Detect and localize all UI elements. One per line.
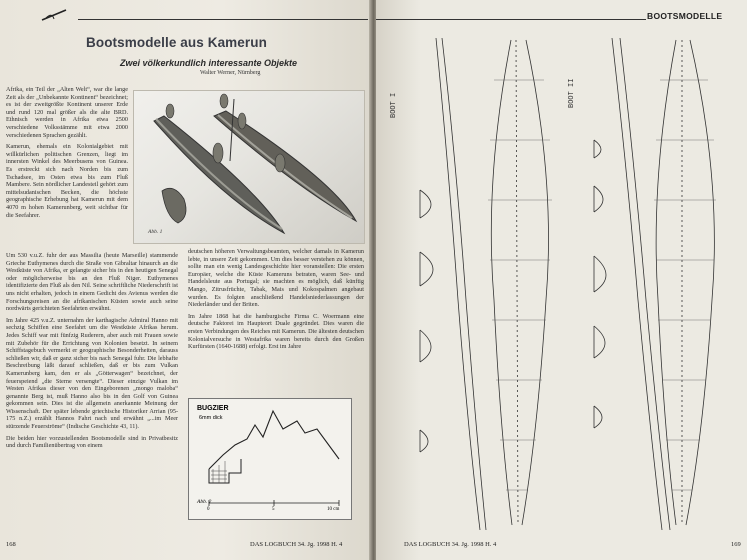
article-title: Bootsmodelle aus Kamerun xyxy=(86,35,267,50)
scale-label-0: 0 xyxy=(207,507,210,512)
page-number-right: 169 xyxy=(731,541,741,548)
boat-2-label: BOOT II xyxy=(568,78,576,108)
section-header: BOOTSMODELLE xyxy=(647,11,723,21)
article-subtitle: Zwei völkerkundlich interessante Objekte xyxy=(120,58,298,68)
canoe-figures-illustration xyxy=(134,91,364,243)
pencil-icon xyxy=(40,8,70,22)
boat-plans-drawing xyxy=(376,0,747,540)
boat-1-label: BOOT I xyxy=(390,92,398,118)
article-author: Walter Werner, Nürnberg xyxy=(200,70,261,76)
figure-title: BUGZIER xyxy=(197,405,229,412)
paragraph: Im Jahre 425 v.u.Z. unternahm der karthagische Admiral Hanno mit sechzig Schiffen eine Seefahrt um die Westküste Afrikas herum. Jedes Schiff war mit fünfzig Ruderern, aber auch mit Frauen sowie mit Zubehör für die Errichtung von Kolonien besetzt. In seinem Schiffstagebuch vermerkt er geographische Besonderheiten, darauss schließen wir, daß er ganz sicher bis nach Senegal fuhr. Die lebhafte Beschreibung läßt darauf schließen, daß er bis zum Vulkan Kamerunberg kam, den er als „Götterwagen“ bezeichnet, der feuerspeiend „die Sterne versengte“. Dieser einzige Vulkan im Westen Afrikas dieser von den Eingeborenen „mongo maloba“ genannte Berg ist, muß Hanno also bis in den Golf von Guinea gekommen sein. Dies ist die allgemein anerkannte Meinung der Wissenschaft. Der später lebende griechische Historiker Arrian (95-175 n.Z.) erzählt Hannos Fahrt nach und erwähnt „...im Meer stürzende Feuerströme“ (Indische Geschichte 43, 11). xyxy=(6,316,178,431)
figure-thickness: 6mm dick xyxy=(199,415,223,421)
column-2 xyxy=(188,248,364,355)
right-page xyxy=(376,0,747,560)
journal-footer-left: DAS LOGBUCH 34. Jg. 1998 H. 4 xyxy=(250,541,343,548)
paragraph: Um 530 v.u.Z. fuhr der aus Massilia (heute Marseille) stammende Grieche Euthymenes durch die Straße von Gibraltar hinaurch an die Westküste von Afrika, er gelangte sicher bis in den heutigen Senegal oder möglicherweise bis an den Fluß Niger. Euthymenes identifizierte den Fluß als den Nil. Seine schriftliche Niederschrift ist uns nicht erhalten, jedoch in einem Gedicht des Avienus werden die Forschungsreisen an die afrikanischen Küsten sowie auch seine nordwärts gerichteten Seefahrten erwähnt. xyxy=(6,252,178,313)
boat-models-photo xyxy=(133,90,365,244)
column-1-top xyxy=(6,86,128,223)
page-number-left: 168 xyxy=(6,541,16,548)
paragraph: deutschen höheren Verwaltungsbeamten, welcher damals in Kamerun lebte, in unsere Zeit gekommen. Um dies besser verstehen zu können, sollte man ein wenig Landesgeschichte hier voranstellen: Die ersten Europäer, welche die Küste Kameruns betraten, waren See- und Handelsleute aus Portugal; sie machten es möglich, daß künftig Mango, Zitrusfrüchte, Tabak, Mais und Kokospalmen angebaut wurden. Es folgten anschließend Handelsniederlassungen der Niederländer und der Briten. xyxy=(188,248,364,309)
paragraph: Im Jahre 1868 hat die hamburgische Firma C. Woermann eine deutsche Faktorei im Haupteort Duale gegründet. Dies waren die ersten Verbindungen des Reiches mit Kamerun. Die ältesten deutschen Kolonialversuche in Westafrika waren bereits durch den Großen Kurfürsten (1640-1688) erfolgt. Erst im Jahre xyxy=(188,312,364,351)
paragraph: Afrika, ein Teil der „Alten Welt“, war die lange Zeit als der „Unbekannte Kontinent“ bezeichnet; es ist der zweitgrößte Kontinent unserer Erde und rund 120 mal größer als die alte BRD. Ethnisch werden in Afrika etwa 2500 verschiedene Volksstämme mit etwa 2000 verschiedenen Sprachen gezählt. xyxy=(6,86,128,139)
scale-label-5: 5 xyxy=(272,507,275,512)
paragraph: Die beiden hier vorzustellenden Bootsmodelle sind in Privatbesitz und durch Familienübertrag von einem xyxy=(6,434,178,450)
bugzier-figure xyxy=(188,398,352,520)
left-page xyxy=(0,0,371,560)
paragraph: Kamerun, ehemals ein Kolonialgebiet mit willkürlichen politischen Grenzen, liegt im innersten Winkel des Meerbusens von Guinea. Es erstreckt sich nach Norden bis zum Tschadsee, im Osten etwa bis zum Fluß Mambere. Sein nördlicher Landesteil gehört zum mittelsudanischen Becken, die höchste geographische Erhebung hat Kamerun mit dem 4070 m hohen Kamerunberg, weit sichtbar für die Seefahrer. xyxy=(6,143,128,219)
column-1-bottom xyxy=(6,252,178,454)
photo-caption: Abb. 1 xyxy=(148,229,163,235)
journal-footer-right: DAS LOGBUCH 34. Jg. 1998 H. 4 xyxy=(404,541,497,548)
scale-label-10: 10 cm xyxy=(327,507,340,512)
header-rule xyxy=(78,19,368,20)
bugzier-drawing xyxy=(189,399,349,517)
figure-caption: Abb. 2 xyxy=(197,499,212,505)
